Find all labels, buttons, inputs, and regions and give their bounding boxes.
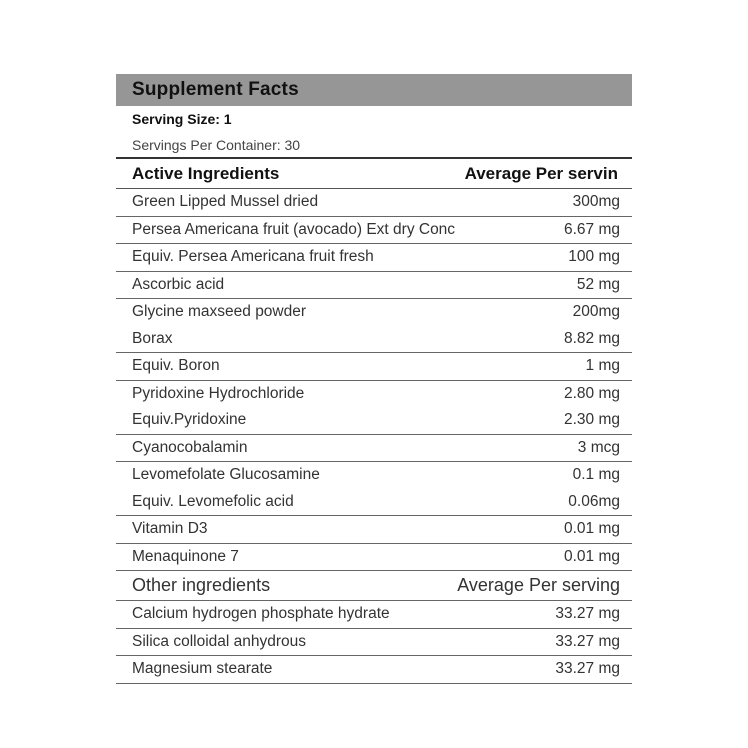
ingredient-row bbox=[116, 435, 632, 462]
ingredient-row bbox=[116, 353, 632, 380]
title-bar bbox=[116, 74, 632, 106]
ingredient-row bbox=[116, 189, 632, 216]
ingredient-amount: 0.06mg bbox=[568, 492, 620, 510]
ingredient-group bbox=[116, 189, 632, 217]
ingredient-row bbox=[116, 516, 632, 543]
servings-per-container: Servings Per Container: 30 bbox=[116, 132, 632, 159]
ingredient-name: Persea Americana fruit (avocado) Ext dry Conc bbox=[132, 220, 456, 238]
ingredient-name: Borax bbox=[132, 329, 173, 347]
ingredient-row bbox=[116, 381, 632, 408]
ingredient-amount: 3 mcg bbox=[577, 438, 620, 456]
ingredient-group bbox=[116, 435, 632, 463]
ingredient-amount: 6.67 mg bbox=[563, 220, 620, 238]
ingredient-name: Equiv.Pyridoxine bbox=[132, 411, 247, 429]
ingredient-name: Glycine maxseed powder bbox=[132, 303, 307, 321]
ingredient-group bbox=[116, 381, 632, 435]
ingredient-group bbox=[116, 353, 632, 381]
ingredient-amount: 52 mg bbox=[576, 275, 620, 293]
ingredient-group bbox=[116, 516, 632, 544]
ingredient-amount: 200mg bbox=[572, 303, 620, 321]
ingredient-amount: 2.80 mg bbox=[563, 384, 620, 402]
ingredient-row bbox=[116, 272, 632, 299]
ingredient-row bbox=[116, 326, 632, 353]
ingredient-group bbox=[116, 299, 632, 353]
ingredient-amount: 33.27 mg bbox=[555, 660, 620, 678]
ingredient-group bbox=[116, 629, 632, 657]
ingredient-row bbox=[116, 462, 632, 489]
ingredient-group bbox=[116, 601, 632, 629]
other-header-label: Other ingredients bbox=[132, 575, 271, 595]
ingredient-name: Equiv. Boron bbox=[132, 357, 220, 375]
ingredient-amount: 0.01 mg bbox=[563, 547, 620, 565]
ingredient-name: Green Lipped Mussel dried bbox=[132, 193, 319, 211]
other-header-amount: Average Per serving bbox=[457, 575, 620, 595]
ingredient-row bbox=[116, 489, 632, 516]
ingredient-group bbox=[116, 244, 632, 272]
ingredient-group bbox=[116, 656, 632, 684]
ingredient-row bbox=[116, 407, 632, 434]
ingredient-name: Silica colloidal anhydrous bbox=[132, 632, 307, 650]
ingredient-name: Vitamin D3 bbox=[132, 520, 208, 538]
ingredient-name: Equiv. Levomefolic acid bbox=[132, 492, 294, 510]
ingredient-name: Equiv. Persea Americana fruit fresh bbox=[132, 248, 374, 266]
ingredient-row bbox=[116, 656, 632, 683]
ingredient-amount: 300mg bbox=[572, 193, 620, 211]
active-header-label: Active Ingredients bbox=[132, 163, 280, 183]
ingredient-amount: 0.1 mg bbox=[572, 466, 620, 484]
ingredient-row bbox=[116, 244, 632, 271]
ingredient-name: Magnesium stearate bbox=[132, 660, 273, 678]
ingredient-amount: 8.82 mg bbox=[563, 329, 620, 347]
ingredient-row bbox=[116, 544, 632, 571]
ingredient-group bbox=[116, 544, 632, 572]
ingredient-amount: 2.30 mg bbox=[563, 411, 620, 429]
ingredient-name: Levomefolate Glucosamine bbox=[132, 466, 320, 484]
supplement-facts-panel bbox=[116, 74, 632, 684]
ingredient-amount: 1 mg bbox=[585, 357, 620, 375]
active-header-amount: Average Per servin bbox=[464, 163, 618, 183]
ingredient-name: Calcium hydrogen phosphate hydrate bbox=[132, 605, 390, 623]
ingredient-name: Ascorbic acid bbox=[132, 275, 225, 293]
ingredient-name: Pyridoxine Hydrochloride bbox=[132, 384, 305, 402]
other-ingredients-header bbox=[116, 571, 632, 601]
active-ingredients-list bbox=[116, 189, 632, 571]
panel-title: Supplement Facts bbox=[132, 79, 299, 100]
ingredient-row bbox=[116, 217, 632, 244]
other-ingredients-list bbox=[116, 601, 632, 684]
ingredient-row bbox=[116, 629, 632, 656]
ingredient-name: Cyanocobalamin bbox=[132, 438, 248, 456]
ingredient-amount: 0.01 mg bbox=[563, 520, 620, 538]
ingredient-row bbox=[116, 299, 632, 326]
ingredient-group bbox=[116, 272, 632, 300]
ingredient-amount: 33.27 mg bbox=[555, 605, 620, 623]
ingredient-name: Menaquinone 7 bbox=[132, 547, 239, 565]
ingredient-group bbox=[116, 462, 632, 516]
active-ingredients-header bbox=[116, 159, 632, 189]
ingredient-amount: 33.27 mg bbox=[555, 632, 620, 650]
ingredient-group bbox=[116, 217, 632, 245]
serving-size: Serving Size: 1 bbox=[132, 111, 232, 127]
ingredient-row bbox=[116, 601, 632, 628]
ingredient-amount: 100 mg bbox=[568, 248, 620, 266]
